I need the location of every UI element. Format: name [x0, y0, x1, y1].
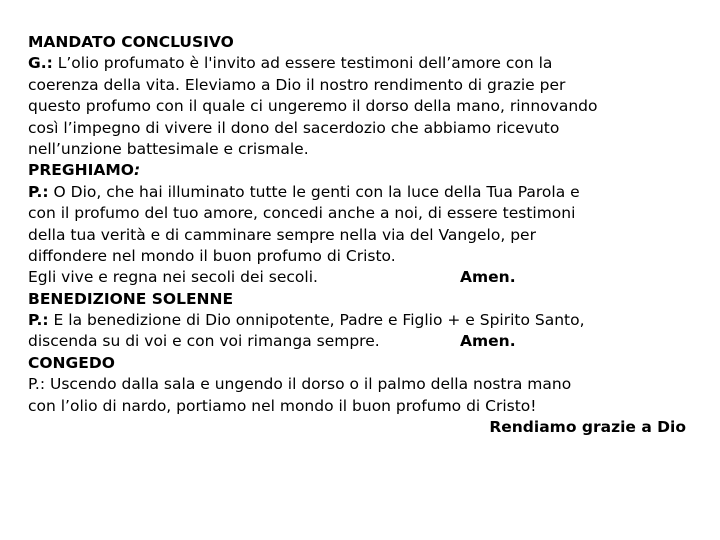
document-page [28, 32, 698, 438]
preghiamo-closing-line [28, 267, 698, 288]
mandato-speaker: G.: [28, 54, 53, 73]
congedo-response: Rendiamo grazie a Dio [489, 418, 686, 437]
preghiamo-amen: Amen. [460, 268, 516, 287]
preghiamo-line-4: diffondere nel mondo il buon profumo di Cristo. [28, 246, 396, 265]
benedizione-line-1 [28, 310, 698, 331]
preghiamo-heading-suffix: : [133, 161, 141, 180]
benedizione-amen: Amen. [460, 332, 516, 351]
benedizione-text-2: discenda su di voi e con voi rimanga sempre. [28, 332, 380, 351]
preghiamo-closing-text: Egli vive e regna nei secoli dei secoli. [28, 268, 318, 287]
mandato-line-3: questo profumo con il quale ci ungeremo il dorso della mano, rinnovando [28, 97, 598, 116]
preghiamo-text-1: O Dio, che hai illuminato tutte le genti con la luce della Tua Parola e [48, 182, 580, 201]
congedo-heading: CONGEDO [28, 353, 115, 372]
mandato-heading: MANDATO CONCLUSIVO [28, 33, 234, 51]
benedizione-line-2 [28, 331, 698, 352]
preghiamo-heading-line [28, 160, 698, 181]
mandato-line-2: coerenza della vita. Eleviamo a Dio il nostro rendimento di grazie per [28, 75, 566, 94]
preghiamo-line-1 [28, 182, 698, 203]
benedizione-heading: BENEDIZIONE SOLENNE [28, 289, 234, 308]
preghiamo-heading: PREGHIAMO [28, 161, 134, 180]
mandato-line-5: nell’unzione battesimale e crismale. [28, 139, 309, 158]
preghiamo-line-2: con il profumo del tuo amore, concedi anche a noi, di essere testimoni [28, 204, 576, 223]
preghiamo-line-3: della tua verità e di camminare sempre nella via del Vangelo, per [28, 225, 536, 244]
benedizione-text-1: E la benedizione di Dio onnipotente, Padre e Figlio + e Spirito Santo, [48, 311, 585, 330]
congedo-line-2: con l’olio di nardo, portiamo nel mondo il buon profumo di Cristo! [28, 396, 537, 415]
mandato-text-1: L’olio profumato è l'invito ad essere testimoni dell’amore con la [52, 54, 553, 73]
benedizione-speaker: P.: [28, 311, 49, 330]
mandato-line-4: così l’impegno di vivere il dono del sacerdozio che abbiamo ricevuto [28, 118, 560, 137]
mandato-line-1 [28, 53, 698, 74]
preghiamo-speaker: P.: [28, 182, 49, 201]
congedo-line-1: P.: Uscendo dalla sala e ungendo il dorso o il palmo della nostra mano [28, 375, 572, 394]
